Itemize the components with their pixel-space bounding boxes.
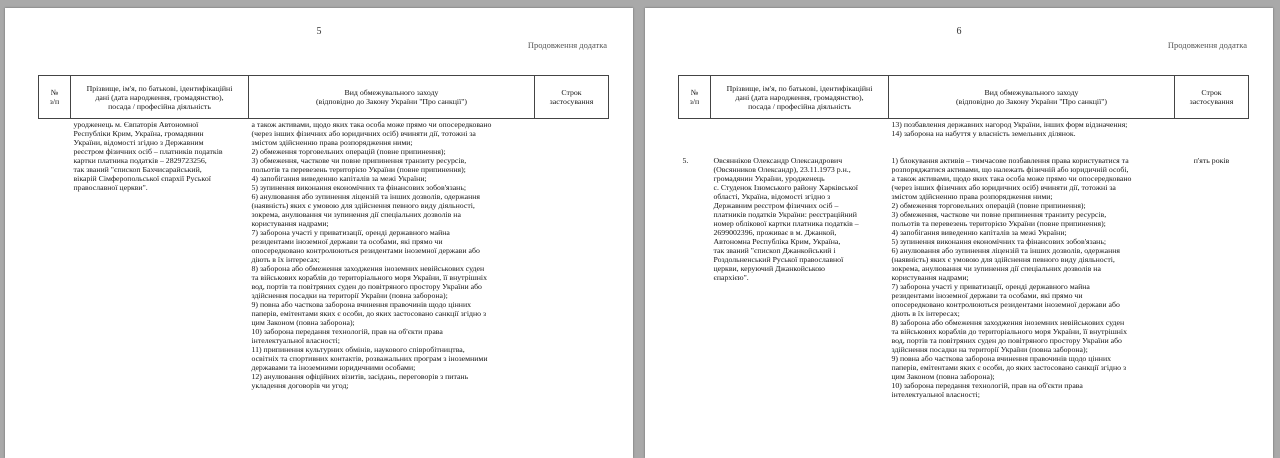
measure-line: паперів, емітентами яких є особи, до яких застосовано санкції згідно з xyxy=(891,363,1127,372)
measure-line: змістом здійсненню права розпорядження ними; xyxy=(251,138,413,147)
measure-line: інтелектуальної власності; xyxy=(251,336,340,345)
person-line: реєстром фізичних осіб – платників податків xyxy=(73,147,223,156)
row-number xyxy=(39,119,71,392)
measure-line: здійснення посадки на території України (повна заборона); xyxy=(251,291,448,300)
header-person xyxy=(71,76,249,119)
measure-line: 10) заборона передання технологій, прав на об'єкти права xyxy=(891,381,1083,390)
person-line: с. Студенок Ізюмського району Харківської xyxy=(713,183,858,192)
measure-line: користування надрами; xyxy=(251,219,329,228)
row-number xyxy=(679,119,711,140)
measure-line: а також активами, щодо яких така особа може прямо чи опосередковано xyxy=(251,120,492,129)
header-term-text: Строк застосування xyxy=(1189,88,1234,106)
table-row xyxy=(39,119,609,392)
measure-line: (наявність) яких є умовою для здійснення певного виду діяльності, xyxy=(891,255,1115,264)
table-row xyxy=(679,119,1249,140)
person-line: 2699002396, проживає в м. Джанкой, xyxy=(713,228,837,237)
measure-line: 4) запобігання виведенню капіталів за межі України; xyxy=(251,174,427,183)
measure-line: вод, портів та повітряних суден до повітряного простору України або xyxy=(251,282,482,291)
measure-cell xyxy=(249,119,535,392)
continuation-label: Продовження додатка xyxy=(1167,40,1247,50)
measure-line: зокрема, анулювання чи зупинення дії спеціальних дозволів на xyxy=(891,264,1101,273)
measure-cell xyxy=(889,155,1175,400)
row-number: 5. xyxy=(682,156,689,165)
person-line: так званий "єпископ Джанкойський і xyxy=(713,246,836,255)
person-line: Автономна Республіка Крим, Україна, xyxy=(713,237,841,246)
measure-line: резидентами іноземної держави та особами, які прямо чи xyxy=(891,291,1083,300)
header-term xyxy=(1175,76,1249,119)
document-page-6 xyxy=(645,8,1273,458)
measure-line: 7) заборона участі у приватизації, оренді державного майна xyxy=(891,282,1090,291)
measure-line: 13) позбавлення державних нагород України, інших форм відзначення; xyxy=(891,120,1128,129)
measure-line: 10) заборона передання технологій, прав на об'єкти права xyxy=(251,327,443,336)
measure-line: 12) анулювання офіційних візитів, засідань, переговорів з питань xyxy=(251,372,469,381)
continuation-label: Продовження додатка xyxy=(527,40,607,50)
person-line: так званий "єпископ Бахчисарайський, xyxy=(73,165,202,174)
table-row xyxy=(679,155,1249,400)
person-line: Республіки Крим, Україна, громадянин xyxy=(73,129,204,138)
measure-line: 5) зупинення виконання економічних та фінансових зобов'язань; xyxy=(891,237,1107,246)
person-line: єпархією". xyxy=(713,273,749,282)
measure-line: цим Законом (повна заборона); xyxy=(891,372,995,381)
measure-line: опосередковано контролюються резидентами іноземної держави або xyxy=(251,246,480,255)
measure-line: резидентами іноземної держави та особами, які прямо чи xyxy=(251,237,443,246)
person-line: області, Україна, відомості згідно з xyxy=(713,192,831,201)
measure-line: 1) блокування активів – тимчасове позбавлення права користуватися та xyxy=(891,156,1129,165)
person-line: картки платника податків – 2829723256, xyxy=(73,156,207,165)
measure-line: паперів, емітентами яких є особи, до яких застосовано санкції згідно з xyxy=(251,309,487,318)
header-measure-text: Вид обмежувального заходу (відповідно до Закону України "Про санкції") xyxy=(315,88,468,106)
header-num-text: № з/п xyxy=(689,88,700,106)
measure-line: 7) заборона участі у приватизації, оренді державного майна xyxy=(251,228,450,237)
measure-cell xyxy=(889,119,1175,140)
page-number: 6 xyxy=(956,26,962,37)
term-cell xyxy=(535,119,609,392)
measure-line: 9) повна або часткова заборона вчинення правочинів щодо цінних xyxy=(891,354,1112,363)
measure-line: польотів та перевезень територією України (повне припинення); xyxy=(891,219,1106,228)
header-term xyxy=(535,76,609,119)
measure-line: (через інших фізичних або юридичних осіб) вчиняти дії, тотожні за xyxy=(891,183,1116,192)
term-value: п'ять років xyxy=(1193,156,1230,165)
measure-line: 3) обмеження, часткове чи повне припинення транзиту ресурсів, xyxy=(891,210,1107,219)
measure-line: державами та іноземними юридичними особами; xyxy=(251,363,416,372)
document-page-5 xyxy=(5,8,633,458)
measure-line: 3) обмеження, часткове чи повне припинення транзиту ресурсів, xyxy=(251,156,467,165)
measure-line: 9) повна або часткова заборона вчинення правочинів щодо цінних xyxy=(251,300,472,309)
measure-line: опосередковано контролюються резидентами іноземної держави або xyxy=(891,300,1120,309)
header-person xyxy=(711,76,889,119)
row-spacer xyxy=(679,139,1249,155)
table-row-spacer xyxy=(679,139,1249,155)
person-line: України, відомості згідно з Державним xyxy=(73,138,204,147)
person-line: уродженець м. Євпаторія Автономної xyxy=(73,120,199,129)
measure-line: укладення договорів чи угод; xyxy=(251,381,349,390)
measure-line: користування надрами; xyxy=(891,273,969,282)
measure-line: (через інших фізичних або юридичних осіб) вчиняти дії, тотожні за xyxy=(251,129,476,138)
header-measure xyxy=(889,76,1175,119)
page-number: 5 xyxy=(316,26,322,37)
sanctions-table xyxy=(678,75,1249,400)
term-cell xyxy=(1175,119,1249,140)
person-line: номер облікової картки платника податків – xyxy=(713,219,859,228)
header-measure xyxy=(249,76,535,119)
person-cell xyxy=(711,119,889,140)
person-line: православної церкви". xyxy=(73,183,148,192)
measure-line: (наявність) яких є умовою для здійснення певного виду діяльності, xyxy=(251,201,475,210)
person-line: (Овсянников Олександр), 23.11.1973 р.н., xyxy=(713,165,851,174)
header-num xyxy=(679,76,711,119)
person-line: платників податків України: реєстраційний xyxy=(713,210,857,219)
measure-line: 8) заборона або обмеження заходження іноземних невійськових суден xyxy=(251,264,485,273)
person-line: церкви, керуючий Джанкойською xyxy=(713,264,825,273)
measure-line: та військових кораблів до територіального моря України, її внутрішніх xyxy=(251,273,487,282)
measure-line: 14) заборона на набуття у власність земельних ділянок. xyxy=(891,129,1076,138)
sanctions-table xyxy=(38,75,609,391)
measure-line: та військових кораблів до територіального моря України, її внутрішніх xyxy=(891,327,1127,336)
header-num-text: № з/п xyxy=(49,88,60,106)
measure-line: вод, портів та повітряних суден до повітряного простору України або xyxy=(891,336,1122,345)
header-person-text: Прізвище, ім'я, по батькові, ідентифікаційні дані (дата народження, громадянство), посада / професійна діяльність xyxy=(86,83,233,111)
person-line: Роздольненський Руської православної xyxy=(713,255,844,264)
person-line: вікарій Сімферопольської єпархії Руської xyxy=(73,174,211,183)
measure-line: 8) заборона або обмеження заходження іноземних невійськових суден xyxy=(891,318,1125,327)
term-cell xyxy=(1175,155,1249,400)
measure-line: освітніх та спортивних контактів, розважальних програм з іноземними xyxy=(251,354,488,363)
measure-line: 2) обмеження торговельних операцій (повне припинення); xyxy=(891,201,1086,210)
measure-line: здійснення посадки на території України (повна заборона); xyxy=(891,345,1088,354)
person-cell xyxy=(71,119,249,392)
header-term-text: Строк застосування xyxy=(549,88,594,106)
measure-line: розпоряджатися активами, що належать фізичній або юридичній особі, xyxy=(891,165,1129,174)
measure-line: 5) зупинення виконання економічних та фінансових зобов'язань; xyxy=(251,183,467,192)
measure-line: цим Законом (повна заборона); xyxy=(251,318,355,327)
header-num xyxy=(39,76,71,119)
header-person-text: Прізвище, ім'я, по батькові, ідентифікаційні дані (дата народження, громадянство), посада / професійна діяльність xyxy=(726,83,873,111)
table-header-row xyxy=(39,76,609,119)
table-header-row xyxy=(679,76,1249,119)
measure-line: 6) анулювання або зупинення ліцензій та інших дозволів, одержання xyxy=(891,246,1121,255)
person-line: Овсянніков Олександр Олександрович xyxy=(713,156,843,165)
measure-line: 11) припинення культурних обмінів, наукового співробітництва, xyxy=(251,345,465,354)
measure-line: діють в їх інтересах; xyxy=(891,309,960,318)
header-measure-text: Вид обмежувального заходу (відповідно до Закону України "Про санкції") xyxy=(955,88,1108,106)
person-cell xyxy=(711,155,889,400)
measure-line: діють в їх інтересах; xyxy=(251,255,320,264)
measure-line: 4) запобігання виведенню капіталів за межі України; xyxy=(891,228,1067,237)
measure-line: зокрема, анулювання чи зупинення дії спеціальних дозволів на xyxy=(251,210,461,219)
measure-line: 6) анулювання або зупинення ліцензій та інших дозволів, одержання xyxy=(251,192,481,201)
measure-line: змістом здійсненню права розпорядження ними; xyxy=(891,192,1053,201)
measure-line: а також активами, щодо яких така особа може прямо чи опосередковано xyxy=(891,174,1132,183)
person-line: громадянин України, уродженець xyxy=(713,174,825,183)
measure-line: 2) обмеження торговельних операцій (повне припинення); xyxy=(251,147,446,156)
measure-line: польотів та перевезень територією України (повне припинення); xyxy=(251,165,466,174)
measure-line: інтелектуальної власності; xyxy=(891,390,980,399)
person-line: Державним реєстром фізичних осіб – xyxy=(713,201,839,210)
